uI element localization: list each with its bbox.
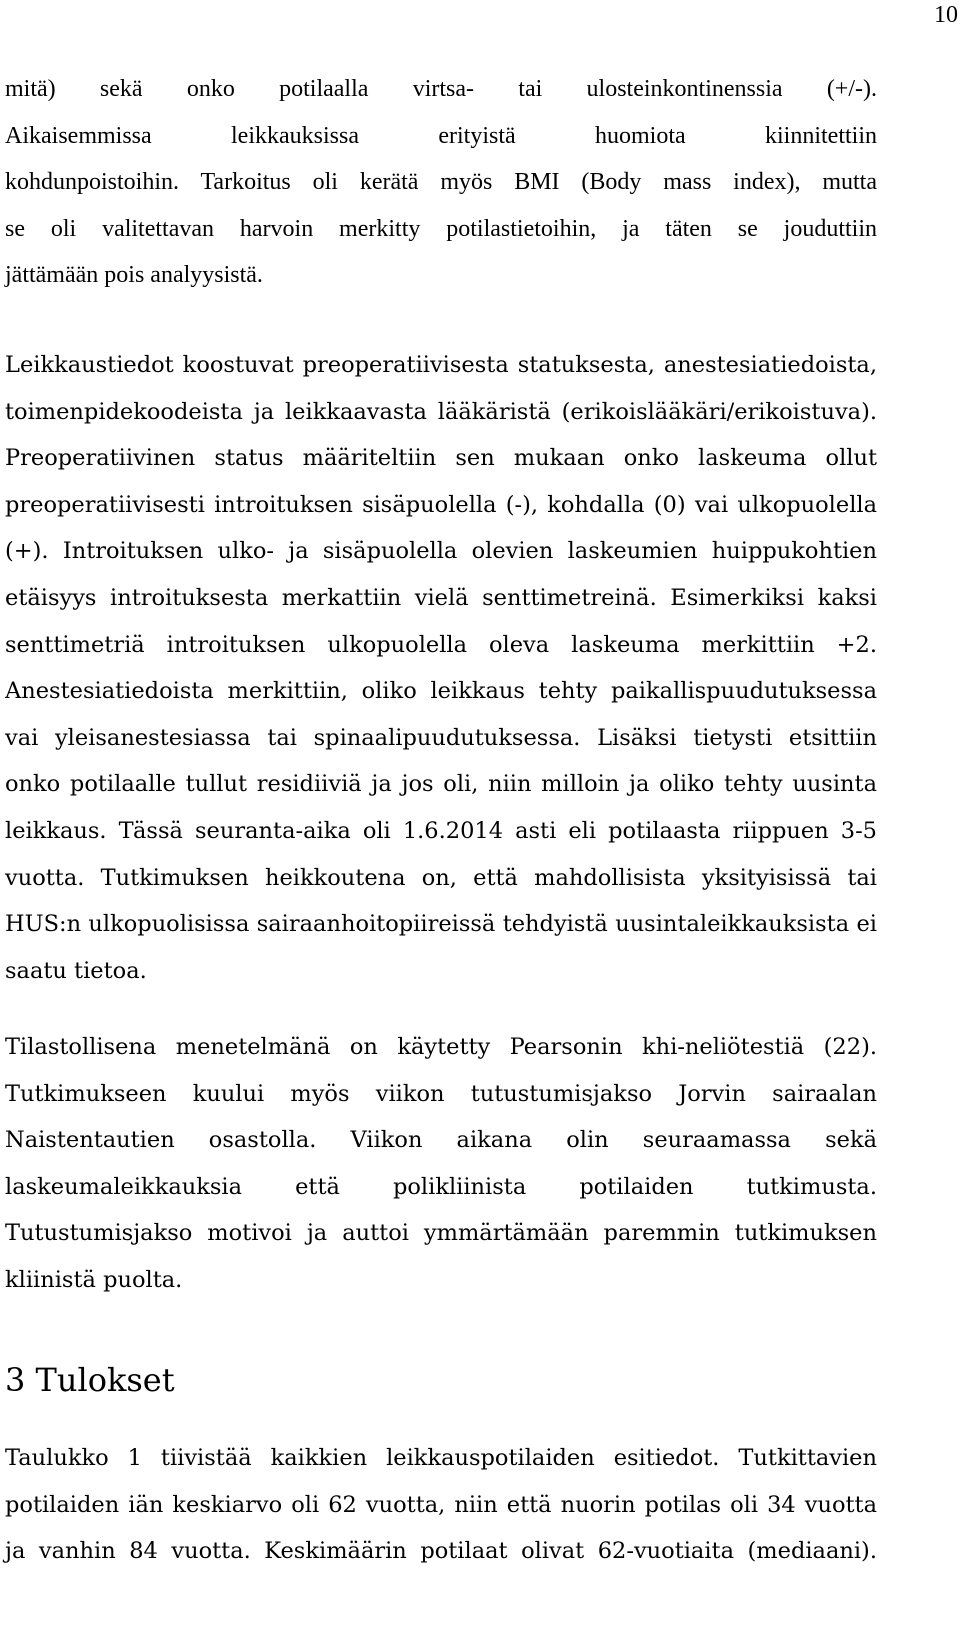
text-line: Naistentautien osastolla. Viikon aikana olin seuraamassa sekä <box>5 1127 877 1154</box>
text-line: Aikaisemmissa leikkauksissa erityistä huomiota kiinnitettiin <box>5 122 877 149</box>
text-line: Tilastollisena menetelmänä on käytetty Pearsonin khi-neliötestiä (22). <box>5 1034 877 1060</box>
text-line: potilaiden iän keskiarvo oli 62 vuotta, niin että nuorin potilas oli 34 vuotta <box>5 1491 877 1518</box>
text-line: etäisyys introituksesta merkattiin vielä senttimetreinä. Esimerkiksi kaksi <box>5 584 877 611</box>
text-line: ja vanhin 84 vuotta. Keskimäärin potilaat olivat 62-vuotiaita (mediaani). <box>5 1538 877 1565</box>
text-line: leikkaus. Tässä seuranta-aika oli 1.6.2014 asti eli potilaasta riippuen 3-5 <box>5 817 877 844</box>
text-line: Taulukko 1 tiivistää kaikkien leikkauspotilaiden esitiedot. Tutkittavien <box>5 1445 877 1471</box>
text-line: onko potilaalle tullut residiiviä ja jos oli, niin milloin ja oliko tehty uusinta <box>5 771 877 798</box>
text-line: vuotta. Tutkimuksen heikkoutena on, että mahdollisista yksityisissä tai <box>5 864 877 891</box>
paragraph-statistics <box>5 1024 877 1304</box>
paragraph-surgery-data <box>5 342 877 994</box>
text-line: HUS:n ulkopuolisissa sairaanhoitopiireissä tehdyistä uusintaleikkauksista ei <box>5 911 877 938</box>
text-line: Tutkimukseen kuului myös viikon tutustumisjakso Jorvin sairaalan <box>5 1080 877 1107</box>
text-line: Leikkaustiedot koostuvat preoperatiivisesta statuksesta, anestesiatiedoista, <box>5 352 877 378</box>
text-line: vai yleisanestesiassa tai spinaalipuudutuksessa. Lisäksi tietysti etsittiin <box>5 724 877 751</box>
paragraph-patient-history <box>5 66 877 299</box>
text-line: preoperatiivisesti introituksen sisäpuolella (-), kohdalla (0) vai ulkopuolella <box>5 491 877 518</box>
text-line: Preoperatiivinen status määriteltiin sen mukaan onko laskeuma ollut <box>5 445 877 472</box>
text-line: senttimetriä introituksen ulkopuolella oleva laskeuma merkittiin +2. <box>5 631 877 658</box>
text-line: kohdunpoistoihin. Tarkoitus oli kerätä myös BMI (Body mass index), mutta <box>5 169 877 195</box>
text-line: (+). Introituksen ulko- ja sisäpuolella olevien laskeumien huippukohtien <box>5 538 877 565</box>
text-line: laskeumaleikkauksia että polikliinista potilaiden tutkimusta. <box>5 1173 877 1200</box>
text-line: Tutustumisjakso motivoi ja auttoi ymmärtämään paremmin tutkimuksen <box>5 1220 877 1247</box>
text-line: se oli valitettavan harvoin merkitty potilastietoihin, ja täten se jouduttiin <box>5 215 877 242</box>
section-heading: 3 Tulokset <box>5 1361 175 1399</box>
text-line: kliinistä puolta. <box>5 1266 183 1293</box>
text-line: Anestesiatiedoista merkittiin, oliko leikkaus tehty paikallispuudutuksessa <box>5 678 877 705</box>
text-line: toimenpidekoodeista ja leikkaavasta lääkäristä (erikoislääkäri/erikoistuva). <box>5 398 877 425</box>
text-line: saatu tietoa. <box>5 957 147 984</box>
page-number: 10 <box>934 2 958 28</box>
text-line: jättämään pois analyysistä. <box>5 262 263 288</box>
paragraph-results <box>5 1435 877 1575</box>
text-line: mitä) sekä onko potilaalla virtsa- tai ulosteinkontinenssia (+/-). <box>5 76 877 102</box>
